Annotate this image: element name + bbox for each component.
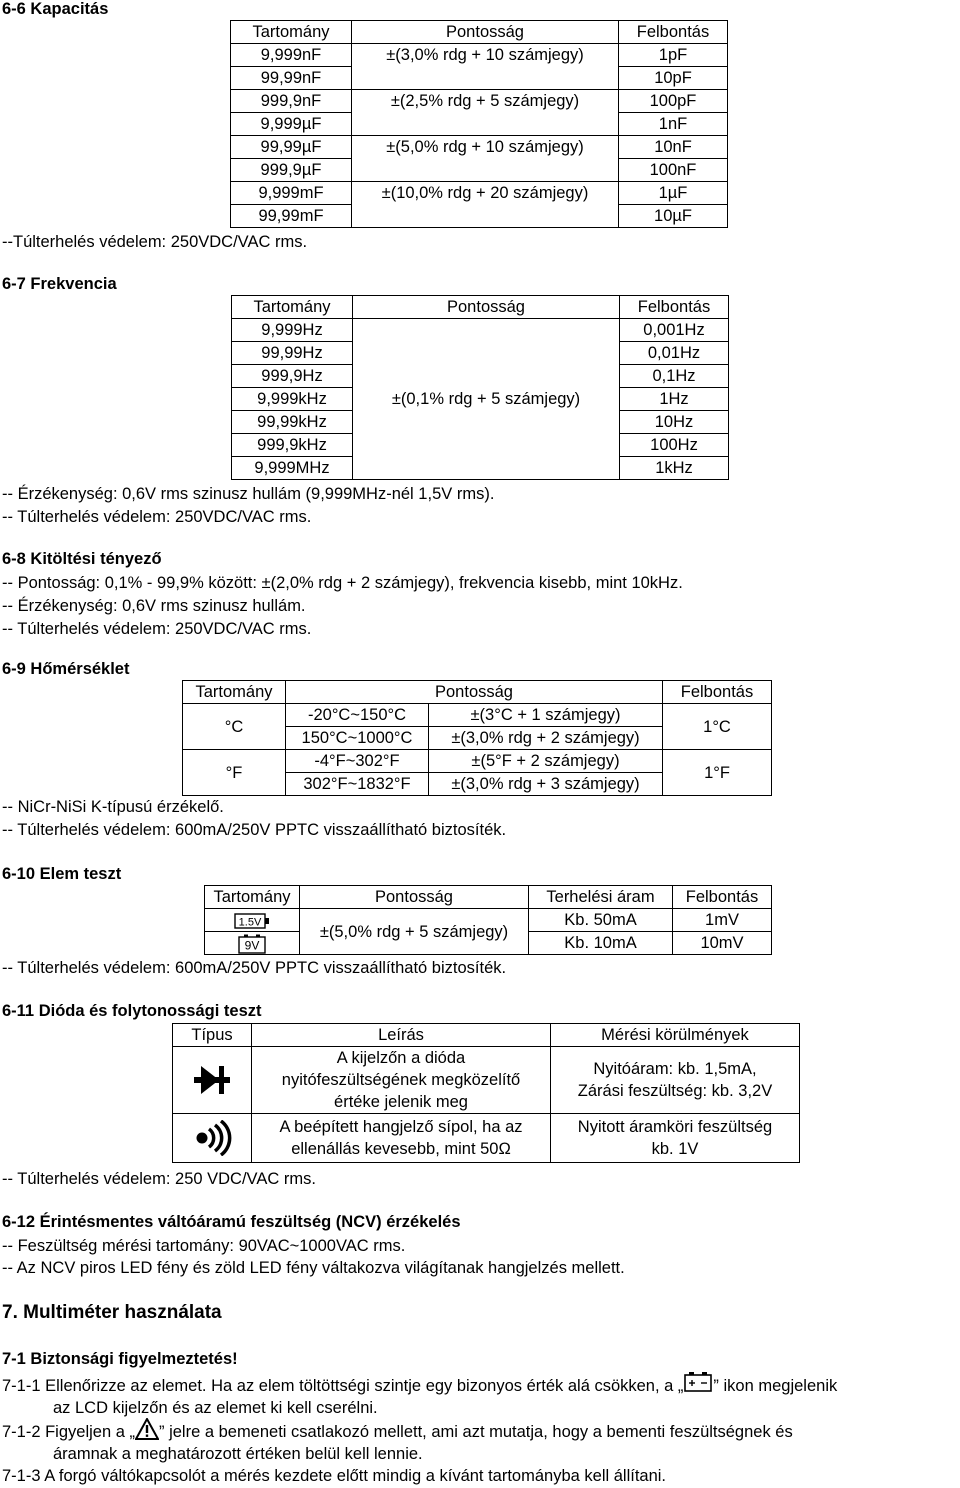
range-cell: 9,999nF: [231, 44, 352, 67]
resolution-cell: 0,1Hz: [620, 365, 729, 388]
header-resolution: Felbontás: [673, 886, 772, 909]
table-row: [231, 44, 728, 67]
range-cell: 99,99mF: [231, 205, 352, 228]
accuracy-cell: ±(5°F + 2 számjegy): [429, 750, 663, 773]
frequency-note-sensitivity: -- Érzékenység: 0,6V rms szinusz hullám (9,999MHz-nél 1,5V rms).: [2, 485, 495, 503]
celsius-unit: °C: [183, 704, 286, 750]
diode-desc-line: A kijelzőn a dióda: [336, 1049, 466, 1067]
table-row: [231, 182, 728, 205]
temperature-table: [182, 680, 772, 796]
diode-conditions: [551, 1047, 800, 1114]
buzzer-conditions: [551, 1114, 800, 1163]
header-range: Tartomány: [231, 21, 352, 44]
buzzer-desc-line: A beépített hangjelző sípol, ha az: [279, 1118, 523, 1136]
table-row: [232, 319, 729, 342]
header-description: Leírás: [252, 1024, 551, 1047]
section-6-7-title: 6-7 Frekvencia: [2, 275, 117, 293]
header-resolution: Felbontás: [663, 681, 772, 704]
section-6-6-title: 6-6 Kapacitás: [2, 0, 109, 18]
table-row: [173, 1047, 800, 1114]
duty-line-sensitivity: -- Érzékenység: 0,6V rms szinusz hullám.: [2, 597, 306, 615]
buzzer-desc-line: ellenállás kevesebb, mint 50Ω: [291, 1140, 511, 1158]
accuracy-cell: ±(3,0% rdg + 2 számjegy): [429, 727, 663, 750]
section-6-9-title: 6-9 Hőmérséklet: [2, 660, 130, 678]
section-6-8-title: 6-8 Kitöltési tényező: [2, 550, 162, 568]
buzzer-icon: [173, 1114, 252, 1163]
diode-cond-line: Zárási feszültség: kb. 3,2V: [577, 1082, 773, 1100]
resolution-cell: 10µF: [619, 205, 728, 228]
diode-description: [252, 1047, 551, 1114]
buzzer-cond-line: Nyitott áramköri feszültség: [577, 1118, 773, 1136]
header-accuracy: Pontosság: [300, 886, 529, 909]
resolution-cell: 100Hz: [620, 434, 729, 457]
resolution-cell: 0,01Hz: [620, 342, 729, 365]
range-cell: 9,999MHz: [232, 457, 353, 480]
warning-icon: [135, 1418, 159, 1440]
table-row: [231, 67, 728, 90]
resolution-cell: 1Hz: [620, 388, 729, 411]
diode-desc-line: nyitófeszültségének megközelítő: [281, 1071, 521, 1089]
table-row: [231, 136, 728, 159]
range-cell: 9,999mF: [231, 182, 352, 205]
resolution-cell: 100pF: [619, 90, 728, 113]
range-cell: -20°C~150°C: [286, 704, 429, 727]
frequency-table: [231, 295, 729, 480]
svg-text:9V: 9V: [244, 938, 260, 953]
range-cell: 99,99Hz: [232, 342, 353, 365]
battery-9v-icon: [205, 932, 300, 955]
range-cell: 150°C~1000°C: [286, 727, 429, 750]
resolution-cell: 1°C: [663, 704, 772, 750]
ncv-line-led: -- Az NCV piros LED fény és zöld LED fény váltakozva világítanak hangjelzés mellett.: [2, 1259, 625, 1277]
section-6-12-title: 6-12 Érintésmentes váltóáramú feszültség (NCV) érzékelés: [2, 1213, 461, 1231]
accuracy-cell: [352, 159, 619, 182]
range-cell: 302°F~1832°F: [286, 773, 429, 796]
accuracy-cell: ±(10,0% rdg + 20 számjegy): [352, 182, 619, 205]
resolution-cell: 1µF: [619, 182, 728, 205]
resolution-cell: 1kHz: [620, 457, 729, 480]
table-row: [231, 113, 728, 136]
range-cell: 9,999kHz: [232, 388, 353, 411]
ncv-line-range: -- Feszültség mérési tartomány: 90VAC~1000VAC rms.: [2, 1237, 406, 1255]
svg-text:1.5V: 1.5V: [238, 916, 262, 929]
section-6-11-title: 6-11 Dióda és folytonossági teszt: [2, 1002, 262, 1020]
table-row: [183, 704, 772, 727]
resolution-cell: 0,001Hz: [620, 319, 729, 342]
para-7-1-1-text: 7-1-1 Ellenőrizze az elemet. Ha az elem töltöttségi szintje egy bizonyos érték alá csökken, a „: [2, 1377, 684, 1395]
para-7-1-2-text: 7-1-2 Figyeljen a „: [2, 1423, 135, 1441]
header-range: Tartomány: [205, 886, 300, 909]
section-7-1-title: 7-1 Biztonsági figyelmeztetés!: [2, 1350, 238, 1368]
table-row: [173, 1114, 800, 1163]
accuracy-cell: ±(5,0% rdg + 5 számjegy): [300, 909, 529, 955]
diode-icon: [173, 1047, 252, 1114]
para-7-1-1-cont: az LCD kijelzőn és az elemet ki kell cserélni.: [53, 1399, 378, 1417]
resolution-cell: 1°F: [663, 750, 772, 796]
range-cell: 999,9µF: [231, 159, 352, 182]
table-row: [231, 159, 728, 182]
fahrenheit-unit: °F: [183, 750, 286, 796]
header-range: Tartomány: [232, 296, 353, 319]
header-load-current: Terhelési áram: [529, 886, 673, 909]
resolution-cell: 1pF: [619, 44, 728, 67]
capacitance-note: --Túlterhelés védelem: 250VDC/VAC rms.: [2, 233, 308, 251]
accuracy-cell: ±(2,5% rdg + 5 számjegy): [352, 90, 619, 113]
resolution-cell: 100nF: [619, 159, 728, 182]
diode-cond-line: Nyitóáram: kb. 1,5mA,: [593, 1060, 757, 1078]
battery-icon: [683, 1371, 713, 1393]
duty-line-accuracy: -- Pontosság: 0,1% - 99,9% között: ±(2,0% rdg + 2 számjegy), frekvencia kisebb, mint 10kHz.: [2, 574, 683, 592]
frequency-note-overload: -- Túlterhelés védelem: 250VDC/VAC rms.: [2, 508, 312, 526]
header-accuracy: Pontosság: [352, 21, 619, 44]
header-accuracy: Pontosság: [286, 681, 663, 704]
resolution-cell: 1mV: [673, 909, 772, 932]
resolution-cell: 10pF: [619, 67, 728, 90]
temperature-note-sensor: -- NiCr-NiSi K-típusú érzékelő.: [2, 798, 224, 816]
header-conditions: Mérési körülmények: [551, 1024, 800, 1047]
diode-desc-line: értéke jelenik meg: [334, 1093, 468, 1111]
table-row: [205, 909, 772, 932]
range-cell: 999,9kHz: [232, 434, 353, 457]
range-cell: 999,9nF: [231, 90, 352, 113]
table-row: [231, 90, 728, 113]
accuracy-cell: [352, 113, 619, 136]
section-7-title: 7. Multiméter használata: [2, 1302, 222, 1323]
buzzer-cond-line: kb. 1V: [651, 1140, 699, 1158]
accuracy-cell: [352, 205, 619, 228]
diode-note: -- Túlterhelés védelem: 250 VDC/VAC rms.: [2, 1170, 316, 1188]
header-resolution: Felbontás: [620, 296, 729, 319]
accuracy-cell: ±(3,0% rdg + 3 számjegy): [429, 773, 663, 796]
load-cell: Kb. 50mA: [529, 909, 673, 932]
accuracy-cell: ±(0,1% rdg + 5 számjegy): [353, 319, 620, 480]
temperature-note-overload: -- Túlterhelés védelem: 600mA/250V PPTC visszaállítható biztosíték.: [2, 821, 507, 839]
battery-test-table: [204, 885, 772, 955]
para-7-1-3: 7-1-3 A forgó váltókapcsolót a mérés kezdete előtt mindig a kívánt tartományba kell állítani.: [2, 1467, 667, 1485]
resolution-cell: 10Hz: [620, 411, 729, 434]
table-row: [183, 750, 772, 773]
range-cell: 99,99kHz: [232, 411, 353, 434]
header-type: Típus: [173, 1024, 252, 1047]
resolution-cell: 10mV: [673, 932, 772, 955]
para-7-1-2: [2, 1422, 793, 1442]
range-cell: 99,99µF: [231, 136, 352, 159]
para-7-1-1-text: ” ikon megjelenik: [713, 1377, 838, 1395]
battery-1-5v-icon: [205, 909, 300, 932]
duty-line-overload: -- Túlterhelés védelem: 250VDC/VAC rms.: [2, 620, 312, 638]
battery-test-note: -- Túlterhelés védelem: 600mA/250V PPTC visszaállítható biztosíték.: [2, 959, 507, 977]
accuracy-cell: ±(3°C + 1 számjegy): [429, 704, 663, 727]
header-accuracy: Pontosság: [353, 296, 620, 319]
range-cell: 9,999µF: [231, 113, 352, 136]
header-resolution: Felbontás: [619, 21, 728, 44]
buzzer-description: [252, 1114, 551, 1163]
capacitance-table: [230, 20, 728, 228]
range-cell: -4°F~302°F: [286, 750, 429, 773]
accuracy-cell: ±(3,0% rdg + 10 számjegy): [352, 44, 619, 67]
load-cell: Kb. 10mA: [529, 932, 673, 955]
range-cell: 9,999Hz: [232, 319, 353, 342]
resolution-cell: 10nF: [619, 136, 728, 159]
accuracy-cell: ±(5,0% rdg + 10 számjegy): [352, 136, 619, 159]
range-cell: 99,99nF: [231, 67, 352, 90]
para-7-1-2-cont: áramnak a meghatározott értéken belül kell lennie.: [53, 1445, 423, 1463]
range-cell: 999,9Hz: [232, 365, 353, 388]
para-7-1-1: [2, 1376, 837, 1396]
section-6-10-title: 6-10 Elem teszt: [2, 865, 122, 883]
resolution-cell: 1nF: [619, 113, 728, 136]
table-row: [231, 205, 728, 228]
para-7-1-2-text: ” jelre a bemeneti csatlakozó mellett, ami azt mutatja, hogy a bementi feszültségnek és: [158, 1423, 793, 1441]
accuracy-cell: [352, 67, 619, 90]
header-range: Tartomány: [183, 681, 286, 704]
diode-continuity-table: [172, 1023, 800, 1163]
